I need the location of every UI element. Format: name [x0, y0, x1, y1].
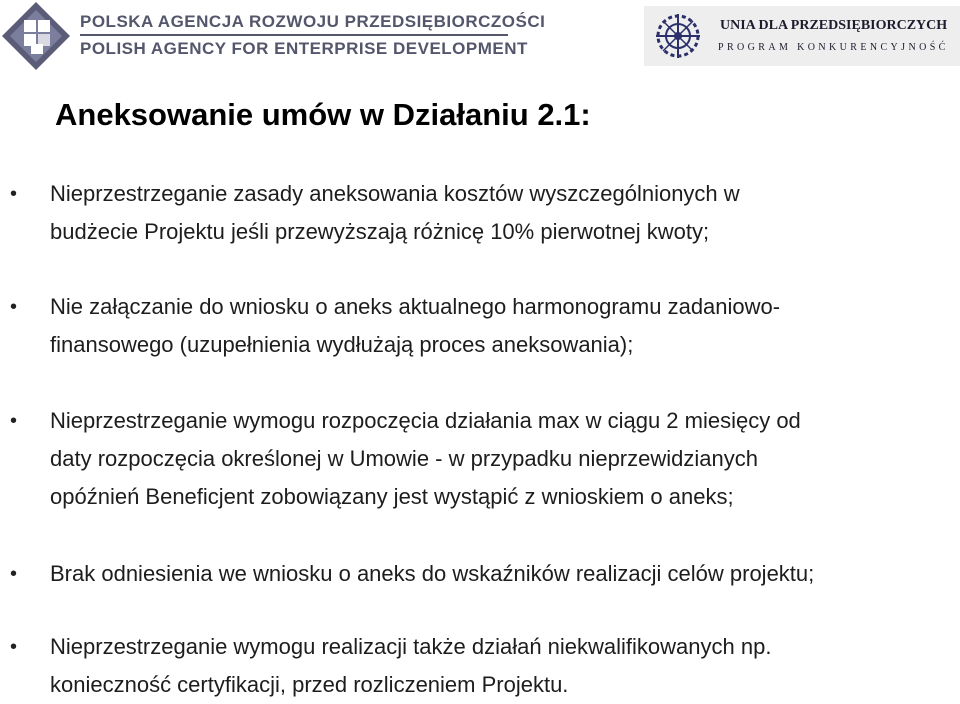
bullet-line: Nieprzestrzeganie wymogu realizacji także działań niekwalifikowanych np. — [50, 634, 772, 659]
ue-logo — [644, 6, 960, 66]
parp-logo — [0, 0, 546, 72]
bullet-line: daty rozpoczęcia określonej w Umowie - w przypadku nieprzewidzianych — [50, 446, 758, 471]
bullet-icon: • — [10, 636, 18, 658]
parp-logo-icon — [0, 0, 72, 72]
bullet-line: opóźnień Beneficjent zobowiązany jest wystąpić z wnioskiem o aneks; — [50, 484, 734, 509]
parp-name-polish: POLSKA AGENCJA ROZWOJU PRZEDSIĘBIORCZOŚCI — [80, 12, 546, 31]
slide-title: Aneksowanie umów w Działaniu 2.1: — [55, 97, 591, 132]
ue-subtitle: PROGRAM KONKURENCYJNOŚĆ — [718, 42, 949, 53]
bullet-line: finansowego (uzupełnienia wydłużają proces aneksowania); — [50, 332, 634, 357]
ue-emblem-icon — [652, 10, 704, 62]
header — [0, 0, 960, 72]
bullet-text — [50, 555, 960, 593]
bullet-line: budżecie Projektu jeśli przewyższają różnicę 10% pierwotnej kwoty; — [50, 219, 710, 244]
bullet-line: Nieprzestrzeganie wymogu rozpoczęcia działania max w ciągu 2 miesięcy od — [50, 408, 801, 433]
bullet-text — [50, 628, 960, 704]
bullet-icon: • — [10, 410, 18, 432]
bullet-text — [50, 402, 960, 516]
parp-divider — [80, 34, 508, 36]
bullet-icon: • — [10, 563, 18, 585]
bullet-line: Nieprzestrzeganie zasady aneksowania kosztów wyszczególnionych w — [50, 181, 740, 206]
ue-title: UNIA DLA PRZEDSIĘBIORCZYCH — [720, 18, 948, 33]
bullet-line: konieczność certyfikacji, przed rozliczeniem Projektu. — [50, 672, 569, 697]
bullet-icon: • — [10, 296, 18, 318]
bullet-text — [50, 288, 960, 364]
parp-name-english: POLISH AGENCY FOR ENTERPRISE DEVELOPMENT — [80, 39, 528, 58]
bullet-line: Nie załączanie do wniosku o aneks aktualnego harmonogramu zadaniowo- — [50, 294, 781, 319]
bullet-icon: • — [10, 183, 18, 205]
bullet-text — [50, 175, 960, 251]
bullet-line: Brak odniesienia we wniosku o aneks do wskaźników realizacji celów projektu; — [50, 561, 815, 586]
